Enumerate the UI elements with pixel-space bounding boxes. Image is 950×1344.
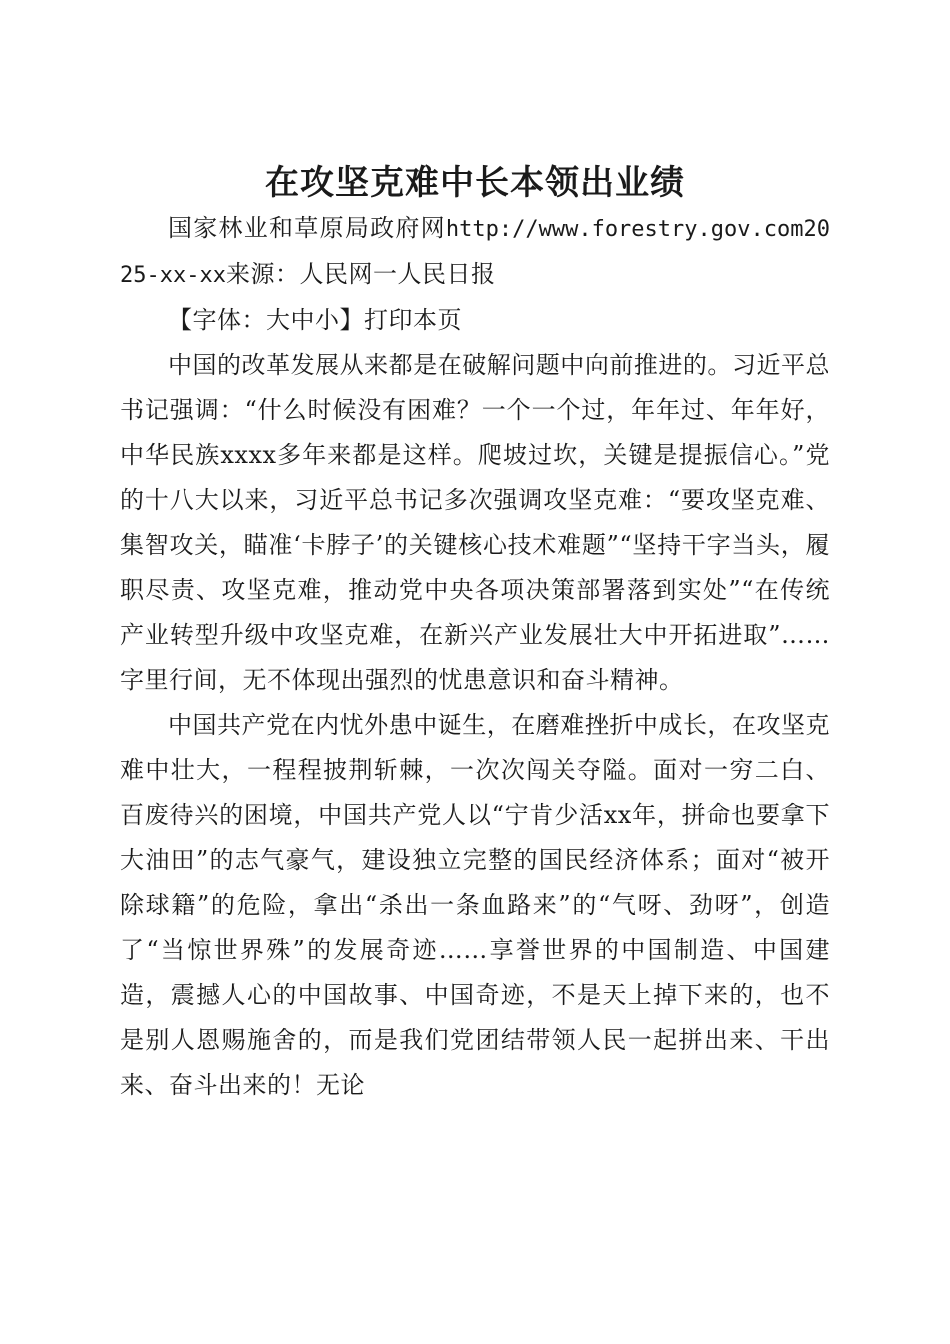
publish-date: 2025-xx-xx	[120, 217, 830, 288]
font-medium-link[interactable]: 中	[290, 306, 315, 334]
source-line	[120, 206, 830, 298]
article-title: 在攻坚克难中长本领出业绩	[265, 162, 685, 203]
paragraph-1: 中国的改革发展从来都是在破解问题中向前推进的。习近平总书记强调：“什么时候没有困难？一个一个过，年年过、年年好，中华民族xxxx多年来都是这样。爬坡过坎，关键是提振信心。”党的十八大以来，习近平总书记多次强调攻坚克难：“要攻坚克难、集智攻关，瞄准‘卡脖子’的关键核心技术难题”“坚持干字当头，履职尽责、攻坚克难，推动党中央各项决策部署落到实处”“在传统产业转型升级中攻坚克难，在新兴产业发展壮大中开拓进取”……字里行间，无不体现出强烈的忧患意识和奋斗精神。	[120, 351, 830, 694]
print-page-link[interactable]: 打印本页	[364, 306, 462, 334]
paragraph-2: 中国共产党在内忧外患中诞生，在磨难挫折中成长，在攻坚克难中壮大，一程程披荆斩棘，一次次闯关夺隘。面对一穷二白、百废待兴的困境，中国共产党人以“宁肯少活xx年，拼命也要拿下大油田”的志气豪气，建设独立完整的国民经济体系；面对“被开除球籍”的危险，拿出“杀出一条血路来”的“气呀、劲呀”，创造了“当惊世界殊”的发展奇迹……享誉世界的中国制造、中国建造，震撼人心的中国故事、中国奇迹，不是天上掉下来的，也不是别人恩赐施舍的，而是我们党团结带领人民一起拼出来、干出来、奋斗出来的！无论	[120, 711, 830, 1099]
site-name: 国家林业和草原局政府网	[168, 214, 446, 242]
tool-close-bracket: 】	[339, 306, 364, 334]
tool-open-bracket: 【	[168, 306, 193, 334]
tool-line	[120, 298, 830, 343]
article-body	[120, 206, 830, 1108]
font-size-label: 字体：	[192, 306, 266, 334]
font-large-link[interactable]: 大	[266, 306, 291, 334]
source-label: 来源：	[225, 260, 300, 288]
source-name: 人民网一人民日报	[299, 260, 496, 288]
site-url[interactable]: http://www.forestry.gov.com	[445, 217, 804, 242]
font-small-link[interactable]: 小	[315, 306, 340, 334]
